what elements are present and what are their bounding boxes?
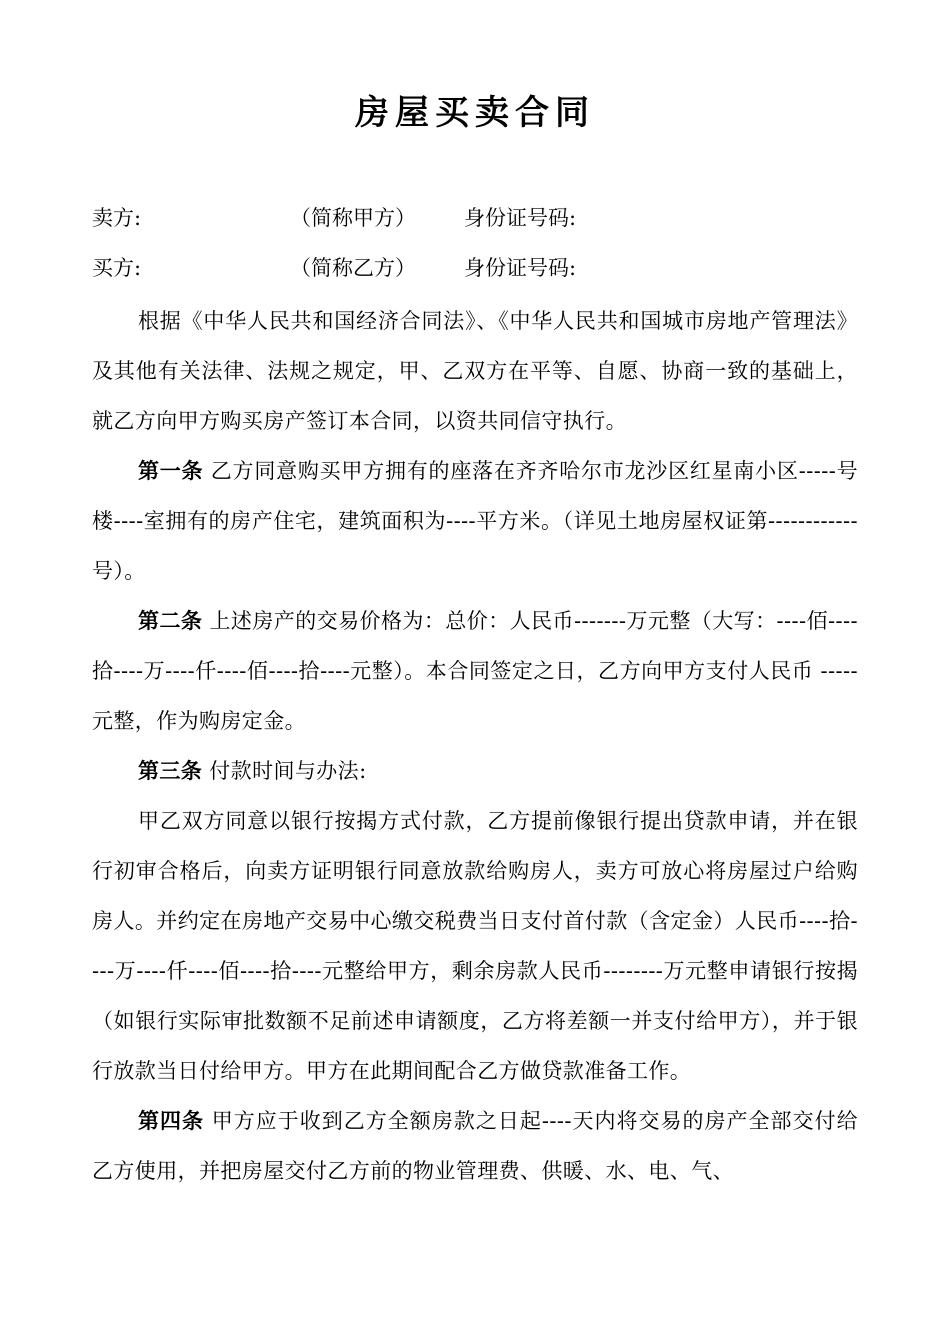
article-2 [92,596,858,746]
buyer-line [92,243,872,293]
article-3 [92,746,858,796]
article-2-text: 上述房产的交易价格为：总价：人民币-------万元整（大写：----佰----拾----万----仟----佰----拾----元整）。本合同签定之日，乙方向甲方支付人民币 -----元整，作为购房定金。 [92,609,859,733]
buyer-id-label: 身份证号码: [464,256,577,280]
article-4 [92,1096,858,1196]
contract-title: 房屋买卖合同 [355,93,595,133]
buyer-label: 买方: [92,256,142,280]
buyer-short-name: （简称乙方） [290,256,416,280]
article-4-text: 甲方应于收到乙方全额房款之日起----天内将交易的房产全部交付给乙方使用，并把房屋交付乙方前的物业管理费、供暖、水、电、气、 [92,1109,858,1183]
article-4-heading: 第四条 [138,1108,205,1133]
seller-id-label: 身份证号码: [464,206,577,230]
article-2-heading: 第二条 [138,608,203,633]
preamble-paragraph: 根据《中华人民共和国经济合同法》、《中华人民共和国城市房地产管理法》及其他有关法律、法规之规定，甲、乙双方在平等、自愿、协商一致的基础上，就乙方向甲方购买房产签订本合同，以资共同信守执行。 [92,309,858,433]
contract-body [92,296,858,1196]
seller-short-name: （简称甲方） [290,206,416,230]
seller-label: 卖方: [92,206,142,230]
article-1 [92,446,858,596]
article-3-detail: 甲乙双方同意以银行按揭方式付款，乙方提前像银行提出贷款申请，并在银行初审合格后，向卖方证明银行同意放款给购房人，卖方可放心将房屋过户给购房人。并约定在房地产交易中心缴交税费当日支付首付款（含定金）人民币----拾----万----仟----佰----拾----元整给甲方，剩余房款人民币--------万元整申请银行按揭（如银行实际审批数额不足前述申请额度，乙方将差额一并支付给甲方），并于银行放款当日付给甲方。甲方在此期间配合乙方做贷款准备工作。 [92,809,858,1083]
article-1-text: 乙方同意购买甲方拥有的座落在齐齐哈尔市龙沙区红星南小区-----号楼----室拥有的房产住宅，建筑面积为----平方米。（详见土地房屋权证第------------号）。 [92,459,858,583]
article-3-heading: 第三条 [138,758,203,783]
seller-line [92,193,872,243]
article-3-text: 付款时间与办法: [209,759,367,783]
article-1-heading: 第一条 [138,458,204,483]
